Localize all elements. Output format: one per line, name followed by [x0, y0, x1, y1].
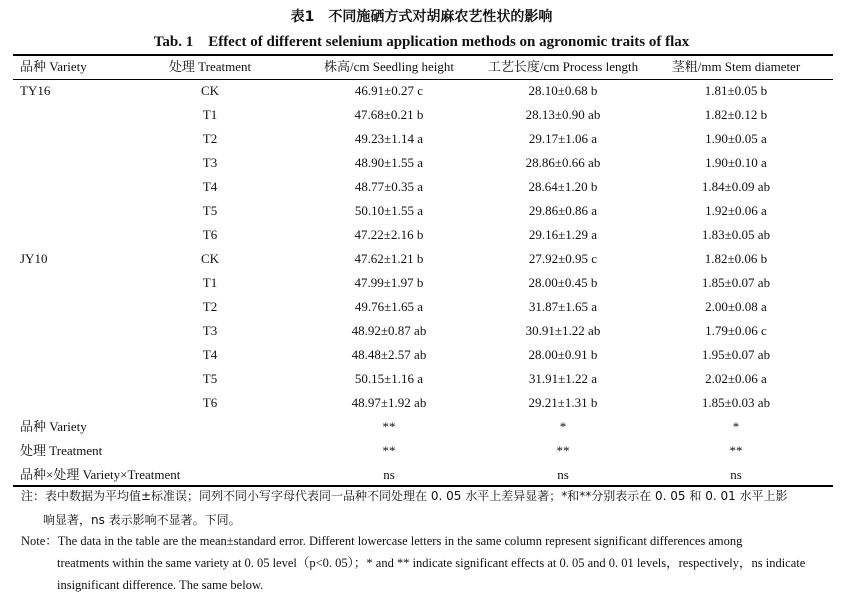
- seedling-height-cell: 48.92±0.87 ab: [351, 323, 427, 338]
- significance-label: 处理 Treatment: [20, 443, 103, 458]
- variety-cell: TY16: [20, 83, 51, 98]
- process-length-cell: 29.16±1.29 a: [528, 227, 598, 242]
- stem-diameter-cell: 1.79±0.06 c: [705, 323, 767, 338]
- header-seedling-height: 株高/cm Seedling height: [324, 59, 454, 74]
- treatment-cell: CK: [200, 251, 220, 266]
- treatment-cell: T5: [202, 203, 218, 218]
- process-length-cell: 28.00±0.91 b: [528, 347, 598, 362]
- treatment-cell: T3: [202, 155, 218, 170]
- seedling-height-cell: 47.62±1.21 b: [354, 251, 424, 266]
- stem-diameter-cell: 1.81±0.05 b: [704, 83, 768, 98]
- stem-diameter-cell: 2.02±0.06 a: [705, 371, 767, 386]
- note-cn-line-2: 响显著，ns 表示影响不显著。下同。: [43, 513, 241, 527]
- process-length-cell: 28.13±0.90 ab: [525, 107, 601, 122]
- seedling-height-cell: 50.15±1.16 a: [354, 371, 424, 386]
- stem-diameter-cell: 1.85±0.03 ab: [701, 395, 771, 410]
- header-variety: 品种 Variety: [20, 59, 87, 74]
- treatment-cell: T4: [202, 179, 218, 194]
- seedling-height-cell: 47.99±1.97 b: [354, 275, 424, 290]
- process-length-cell: 28.86±0.66 ab: [525, 155, 601, 170]
- stem-diameter-significance: ns: [730, 467, 742, 482]
- process-length-cell: 29.86±0.86 a: [528, 203, 598, 218]
- seedling-height-significance: **: [382, 443, 396, 458]
- seedling-height-significance: **: [382, 419, 396, 434]
- stem-diameter-cell: 1.84±0.09 ab: [701, 179, 771, 194]
- process-length-cell: 28.10±0.68 b: [528, 83, 598, 98]
- seedling-height-cell: 48.90±1.55 a: [354, 155, 424, 170]
- process-length-cell: 31.87±1.65 a: [528, 299, 598, 314]
- stem-diameter-significance: *: [732, 419, 740, 434]
- seedling-height-significance: ns: [383, 467, 395, 482]
- treatment-cell: T1: [202, 107, 218, 122]
- process-length-cell: 28.64±1.20 b: [528, 179, 598, 194]
- note-en-line-2: treatments within the same variety at 0. 05 level（p<0. 05）；* and ** indicate significant effects at 0. 05 and 0. 01 levels，respectively，ns indicate: [57, 556, 806, 570]
- table-title-en: Tab. 1 Effect of different selenium application methods on agronomic traits of flax: [153, 34, 690, 50]
- stem-diameter-cell: 1.85±0.07 ab: [701, 275, 771, 290]
- process-length-cell: 29.17±1.06 a: [528, 131, 598, 146]
- treatment-cell: T2: [202, 299, 218, 314]
- variety-cell: JY10: [20, 251, 48, 266]
- note-en-line-3: insignificant difference. The same below.: [57, 578, 264, 592]
- seedling-height-cell: 50.10±1.55 a: [354, 203, 424, 218]
- process-length-significance: ns: [557, 467, 569, 482]
- seedling-height-cell: 49.76±1.65 a: [354, 299, 424, 314]
- process-length-cell: 30.91±1.22 ab: [525, 323, 601, 338]
- stem-diameter-cell: 1.82±0.12 b: [704, 107, 768, 122]
- treatment-cell: T1: [202, 275, 218, 290]
- stem-diameter-significance: **: [729, 443, 743, 458]
- note-en-line-1: Note：The data in the table are the mean±standard error. Different lowercase letters in the same column represent significant differences among: [21, 534, 743, 548]
- treatment-cell: T2: [202, 131, 218, 146]
- stem-diameter-cell: 1.90±0.05 a: [705, 131, 767, 146]
- header-stem-diameter: 茎粗/mm Stem diameter: [671, 59, 801, 74]
- process-length-cell: 31.91±1.22 a: [528, 371, 598, 386]
- stem-diameter-cell: 1.92±0.06 a: [705, 203, 767, 218]
- note-cn-line-1: 注：表中数据为平均值±标准误；同列不同小写字母代表同一品种不同处理在 0. 05 水平上差异显著；*和**分别表示在 0. 05 和 0. 01 水平上影: [21, 489, 788, 503]
- seedling-height-cell: 46.91±0.27 c: [354, 83, 424, 98]
- treatment-cell: T5: [202, 371, 218, 386]
- header-treatment: 处理 Treatment: [168, 59, 252, 74]
- stem-diameter-cell: 1.90±0.10 a: [705, 155, 767, 170]
- seedling-height-cell: 48.48±2.57 ab: [351, 347, 427, 362]
- stem-diameter-cell: 1.82±0.06 b: [704, 251, 768, 266]
- seedling-height-cell: 48.97±1.92 ab: [351, 395, 427, 410]
- treatment-cell: T6: [202, 227, 218, 242]
- seedling-height-cell: 49.23±1.14 a: [354, 131, 424, 146]
- process-length-cell: 27.92±0.95 c: [528, 251, 598, 266]
- process-length-cell: 29.21±1.31 b: [528, 395, 598, 410]
- process-length-cell: 28.00±0.45 b: [528, 275, 598, 290]
- seedling-height-cell: 47.22±2.16 b: [354, 227, 424, 242]
- seedling-height-cell: 48.77±0.35 a: [354, 179, 424, 194]
- process-length-significance: *: [559, 419, 567, 434]
- treatment-cell: T4: [202, 347, 218, 362]
- stem-diameter-cell: 1.95±0.07 ab: [701, 347, 771, 362]
- significance-label: 品种×处理 Variety×Treatment: [20, 467, 181, 482]
- treatment-cell: CK: [200, 83, 220, 98]
- stem-diameter-cell: 1.83±0.05 ab: [701, 227, 771, 242]
- stem-diameter-cell: 2.00±0.08 a: [705, 299, 767, 314]
- table-header-rule: [13, 79, 833, 80]
- table-bottom-rule: [13, 485, 833, 487]
- treatment-cell: T6: [202, 395, 218, 410]
- process-length-significance: **: [556, 443, 570, 458]
- header-process-length: 工艺长度/cm Process length: [487, 59, 639, 74]
- seedling-height-cell: 47.68±0.21 b: [354, 107, 424, 122]
- table-title-cn: 表1 不同施硒方式对胡麻农艺性状的影响: [290, 9, 553, 25]
- treatment-cell: T3: [202, 323, 218, 338]
- significance-label: 品种 Variety: [20, 419, 87, 434]
- table-top-rule: [13, 54, 833, 56]
